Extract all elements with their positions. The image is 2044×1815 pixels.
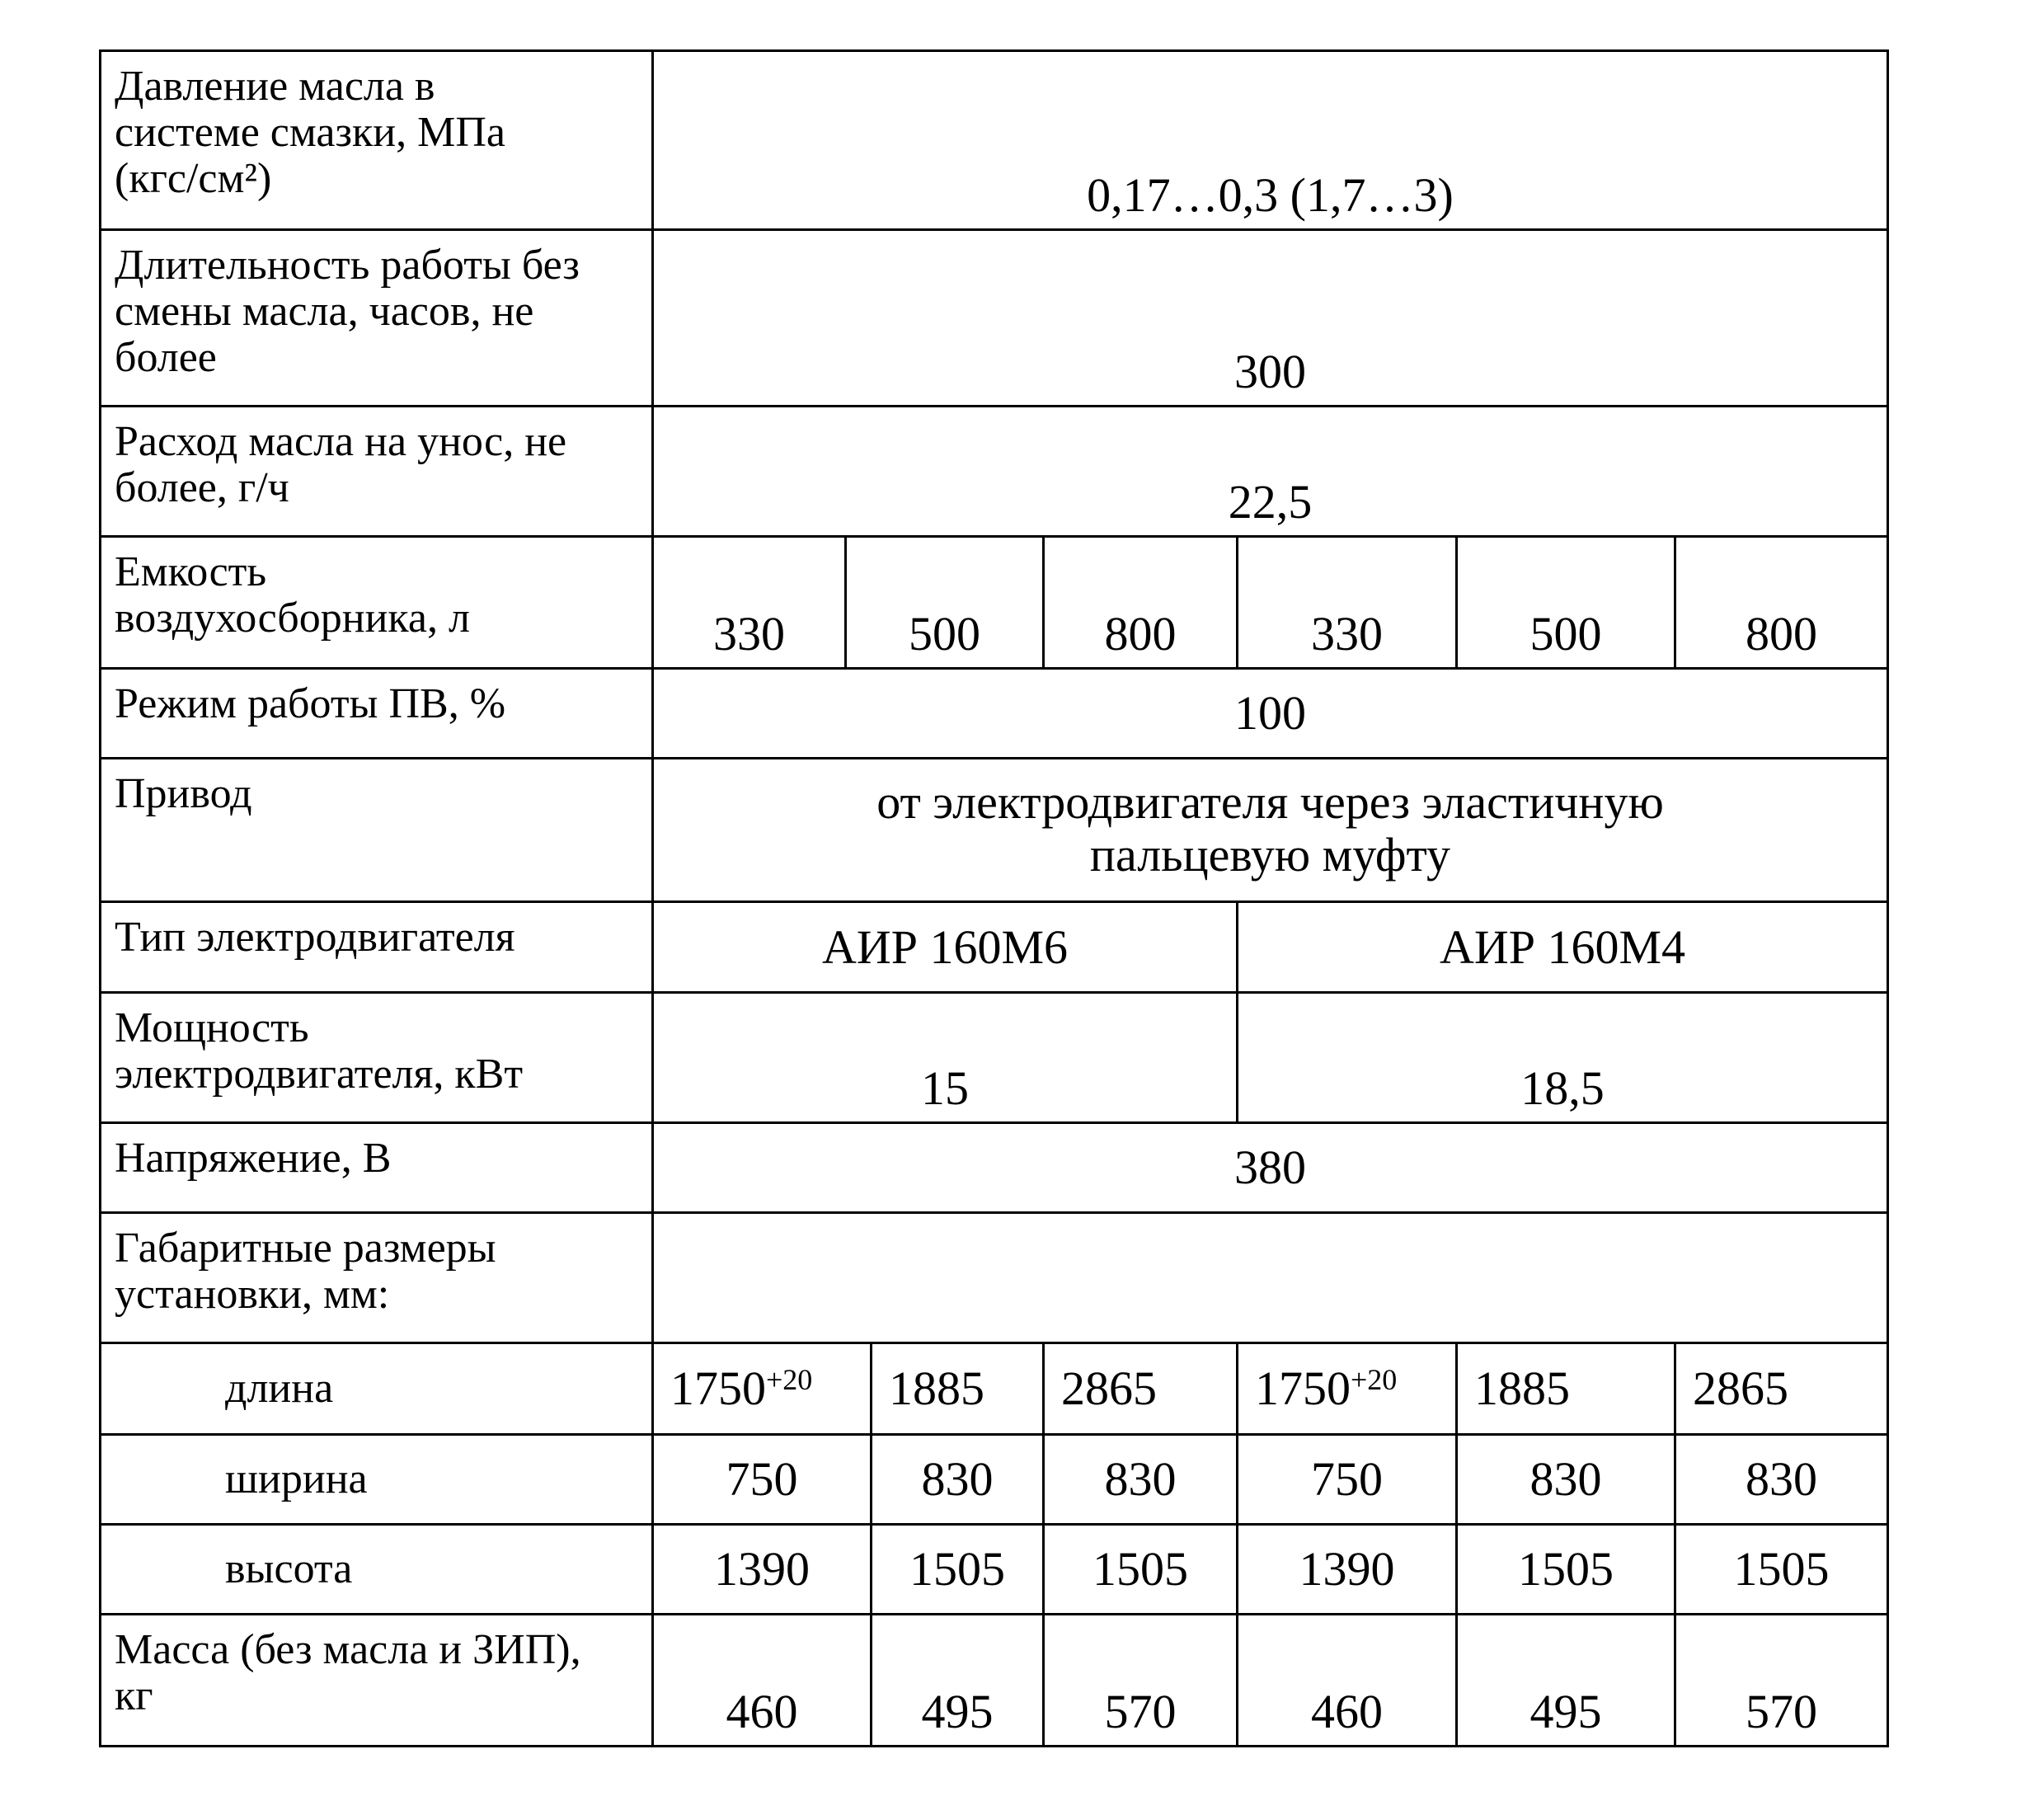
row-label-text: Емкость воздухосборника, л (115, 548, 470, 642)
value-cell-text: 22,5 (1228, 475, 1313, 529)
row-label (99, 1613, 654, 1747)
value-cell-text: 500 (1529, 607, 1602, 661)
value-cell (1236, 1523, 1458, 1615)
value-cell (870, 1342, 1045, 1436)
value-cell-text: 100 (1234, 686, 1306, 740)
value-cell (1236, 900, 1889, 994)
value-cell (1674, 1523, 1889, 1615)
row-label (99, 757, 654, 903)
value-cell-text: 330 (1311, 607, 1383, 661)
value-cell (1042, 1433, 1238, 1526)
value-cell-text: 750 (1311, 1452, 1383, 1506)
value-cell-text: 495 (1529, 1685, 1602, 1738)
value-cell-text: 1390 (714, 1542, 810, 1596)
row-label (99, 535, 654, 670)
row-label (99, 1211, 654, 1344)
value-cell (651, 991, 1238, 1124)
row-label-text: Масса (без масла и ЗИП), кг (115, 1626, 581, 1719)
value-cell (651, 228, 1889, 407)
value-cell-text: 2865 (1693, 1361, 1788, 1415)
row-label-text: Тип электродвигателя (115, 914, 515, 961)
value-cell (651, 49, 1889, 231)
row-label-text: ширина (225, 1455, 368, 1502)
value-cell (1042, 1613, 1238, 1747)
value-cell (1455, 1613, 1676, 1747)
value-cell (1455, 1523, 1676, 1615)
value-cell-text: 800 (1104, 607, 1177, 661)
value-cell (1455, 535, 1676, 670)
value-cell-text: 830 (1529, 1452, 1602, 1506)
row-label-text: Напряжение, В (115, 1135, 392, 1182)
row-label-text: высота (225, 1545, 353, 1592)
value-cell (651, 1121, 1889, 1214)
value-cell (1236, 1342, 1458, 1436)
value-cell (651, 667, 1889, 759)
value-cell-text: 1505 (909, 1542, 1005, 1596)
row-label (99, 1433, 654, 1526)
value-cell-text: 380 (1234, 1140, 1306, 1194)
row-label (99, 49, 654, 231)
value-cell-text: $1750^{+20}$ (1255, 1361, 1398, 1415)
value-cell-text: 1505 (1518, 1542, 1614, 1596)
row-label (99, 1121, 654, 1214)
row-label (99, 667, 654, 759)
value-cell (1236, 991, 1889, 1124)
value-cell-text: 1505 (1733, 1542, 1830, 1596)
value-cell (1042, 1523, 1238, 1615)
value-cell (651, 1523, 872, 1615)
value-cell-text: 460 (726, 1685, 798, 1738)
row-label (99, 1523, 654, 1615)
value-cell-text: 570 (1104, 1685, 1177, 1738)
value-cell (1674, 1613, 1889, 1747)
row-label-text: Расход масла на унос, не более, г/ч (115, 418, 567, 511)
value-cell-text: 460 (1311, 1685, 1383, 1738)
row-label-text: Привод (115, 770, 252, 817)
tolerance-superscript: +20 (1351, 1363, 1398, 1396)
row-label (99, 1342, 654, 1436)
row-label (99, 405, 654, 538)
value-cell (1674, 1342, 1889, 1436)
row-label-text: Мощность электродвигателя, кВт (115, 1004, 524, 1098)
value-cell-text: 1885 (889, 1361, 984, 1415)
value-cell (651, 900, 1238, 994)
value-cell-text: 1505 (1092, 1542, 1188, 1596)
value-cell (1674, 535, 1889, 670)
value-cell-text: 830 (1104, 1452, 1177, 1506)
value-cell (1236, 535, 1458, 670)
row-label (99, 228, 654, 407)
value-cell (1042, 1342, 1238, 1436)
row-label-text: Длительность работы без смены масла, часов, не более (115, 242, 580, 381)
value-cell (651, 757, 1889, 903)
value-cell (1236, 1613, 1458, 1747)
value-cell (651, 535, 847, 670)
value-cell-text: 750 (726, 1452, 798, 1506)
value-cell (651, 1211, 1889, 1344)
value-cell (870, 1433, 1045, 1526)
value-cell-text: 570 (1746, 1685, 1817, 1738)
tolerance-superscript: +20 (766, 1363, 813, 1396)
value-cell-text: 1885 (1474, 1361, 1570, 1415)
value-cell-text: 15 (921, 1061, 969, 1115)
value-cell-text: 18,5 (1520, 1061, 1605, 1115)
value-cell (844, 535, 1045, 670)
value-cell-text: 1390 (1299, 1542, 1395, 1596)
value-cell (1455, 1342, 1676, 1436)
row-label-text: Режим работы ПВ, % (115, 680, 506, 727)
value-cell (651, 1433, 872, 1526)
value-cell-text: 495 (921, 1685, 994, 1738)
value-cell (1455, 1433, 1676, 1526)
value-cell (651, 1342, 872, 1436)
value-cell-text: 800 (1746, 607, 1817, 661)
value-cell-text: 830 (1746, 1452, 1817, 1506)
row-label-text: Габаритные размеры установки, мм: (115, 1225, 496, 1318)
value-cell-text: 500 (909, 607, 980, 661)
row-label (99, 900, 654, 994)
value-cell-text: от электродвигателя через эластичную пальцевую муфту (876, 775, 1664, 882)
row-label-text: Давление масла в системе смазки, МПа (кгс/см²) (115, 63, 505, 202)
value-cell (651, 1613, 872, 1747)
value-cell-text: 330 (713, 607, 785, 661)
value-cell (870, 1613, 1045, 1747)
value-cell (870, 1523, 1045, 1615)
value-cell-text: $1750^{+20}$ (670, 1361, 813, 1415)
value-cell-text: АИР 160М6 (821, 919, 1069, 974)
value-cell-text: АИР 160М4 (1439, 919, 1686, 974)
row-label (99, 991, 654, 1124)
value-cell-text: 2865 (1061, 1361, 1157, 1415)
value-cell (1674, 1433, 1889, 1526)
value-cell-text: 300 (1234, 345, 1306, 398)
row-label-text: длина (225, 1365, 334, 1412)
value-cell (1042, 535, 1238, 670)
value-cell (651, 405, 1889, 538)
value-cell-text: 0,17…0,3 (1,7…3) (1087, 168, 1454, 222)
value-cell-text: 830 (921, 1452, 994, 1506)
value-cell (1236, 1433, 1458, 1526)
